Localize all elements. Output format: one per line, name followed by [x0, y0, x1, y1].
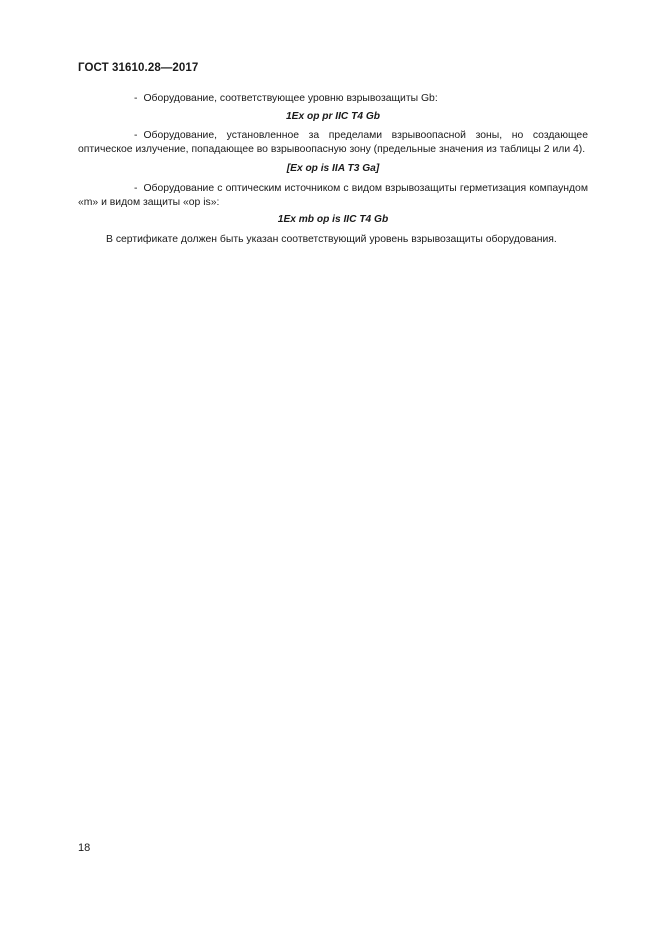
marking-example-1: 1Ex op pr IIC T4 Gb [286, 111, 380, 122]
closing-paragraph-text: В сертификате должен быть указан соответствующий уровень взрывозащиты оборудования. [106, 234, 557, 245]
list-dash: - [134, 183, 138, 194]
list-item-3 [78, 182, 588, 209]
list-item-2 [78, 129, 588, 156]
marking-example-3: 1Ex mb op is IIC T4 Gb [277, 214, 389, 225]
list-dash: - [134, 130, 138, 141]
document-header: ГОСТ 31610.28—2017 [78, 62, 199, 74]
page-number: 18 [78, 842, 91, 854]
list-item-3-text: Оборудование с оптическим источником с видом взрывозащиты герметизация компаундом «m» и видом защиты «op is»: [78, 183, 588, 208]
marking-example-2: [Ex op is IIA T3 Ga] [286, 163, 380, 174]
list-item-1 [78, 92, 588, 106]
list-dash: - [134, 93, 138, 104]
closing-paragraph [78, 233, 588, 247]
list-item-2-text: Оборудование, установленное за пределами взрывоопасной зоны, но создающее оптическое излучение, попадающее во взрывоопасную зону (предельные значения из таблицы 2 или 4). [78, 130, 588, 155]
list-item-1-text: Оборудование, соответствующее уровню взрывозащиты Gb: [143, 93, 438, 104]
